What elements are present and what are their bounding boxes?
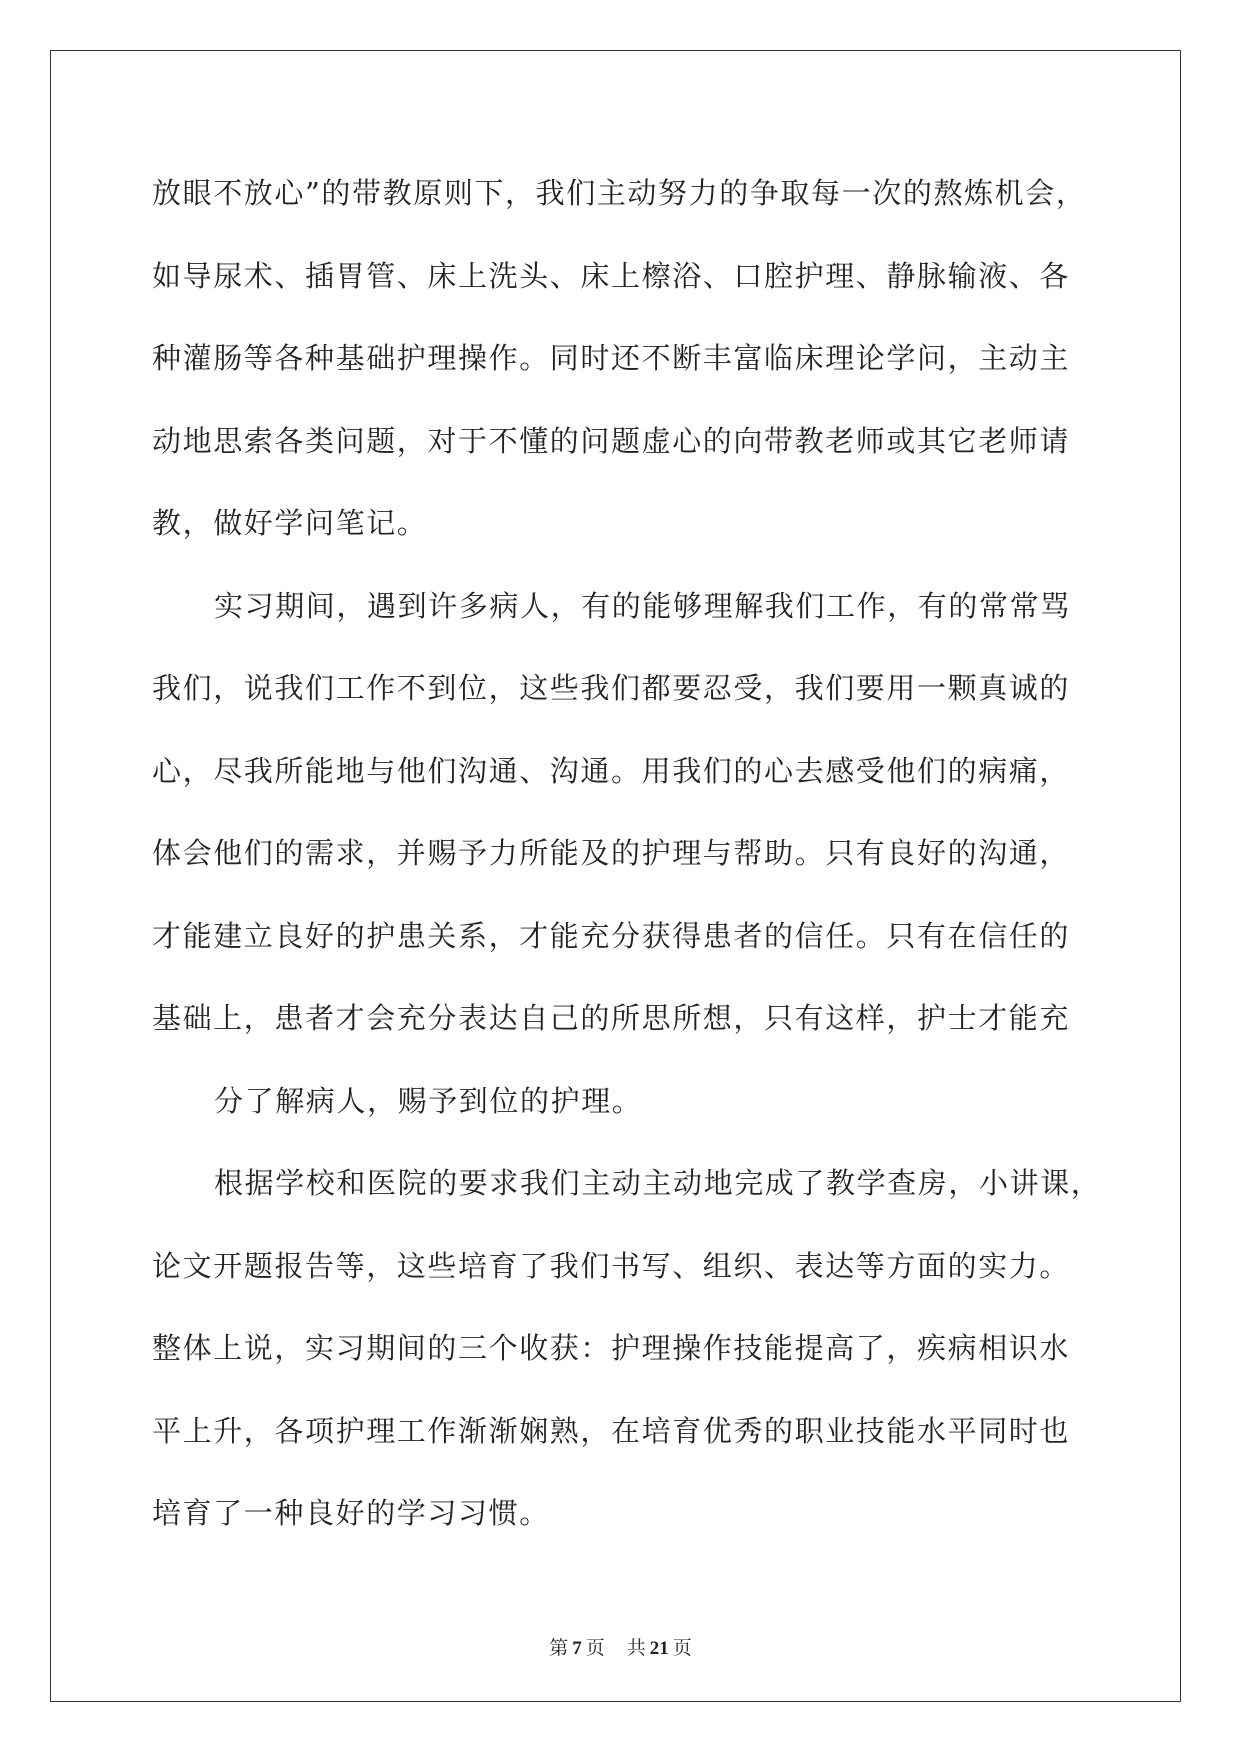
- text-line: 平上升，各项护理工作渐渐娴熟，在培育优秀的职业技能水平同时也: [152, 1413, 1071, 1448]
- text-line: 实习期间，遇到许多病人，有的能够理解我们工作，有的常常骂: [214, 588, 1071, 623]
- text-line: 分了解病人，赐予到位的护理。: [214, 1083, 643, 1118]
- page-footer: [0, 1633, 1241, 1660]
- text-line: 才能建立良好的护患关系，才能充分获得患者的信任。只有在信任的: [152, 918, 1071, 953]
- text-line: 根据学校和医院的要求我们主动主动地完成了教学查房，小讲课，: [214, 1166, 1102, 1200]
- text-line: 教，做好学问笔记。: [152, 506, 428, 540]
- text-line: 种灌肠等各种基础护理操作。同时还不断丰富临床理论学问，主动主: [152, 341, 1071, 375]
- page-suffix: 页: [585, 1638, 605, 1659]
- text-line: 放眼不放心”的带教原则下，我们主动努力的争取每一次的熬炼机会，: [152, 176, 1087, 210]
- text-line: 培育了一种良好的学习习惯。: [152, 1496, 550, 1530]
- total-prefix: 共: [626, 1638, 646, 1659]
- text-line: 心，尽我所能地与他们沟通、沟通。用我们的心去感受他们的病痛，: [152, 753, 1071, 788]
- page-number: 7: [572, 1638, 582, 1659]
- text-line: 如导尿术、插胃管、床上洗头、床上檫浴、口腔护理、静脉输液、各: [152, 258, 1071, 293]
- text-line: 我们，说我们工作不到位，这些我们都要忍受，我们要用一颗真诚的: [152, 671, 1071, 705]
- total-pages: 21: [649, 1638, 669, 1659]
- text-line: 整体上说，实习期间的三个收获：护理操作技能提高了，疾病相识水: [152, 1331, 1071, 1365]
- document-body: [152, 152, 1102, 1555]
- text-line: 体会他们的需求，并赐予力所能及的护理与帮助。只有良好的沟通，: [152, 836, 1071, 870]
- text-line: 动地思索各类问题，对于不懂的问题虚心的向带教老师或其它老师请: [152, 423, 1071, 458]
- text-line: 论文开题报告等，这些培育了我们书写、组织、表达等方面的实力。: [152, 1248, 1071, 1283]
- page-prefix: 第: [549, 1638, 569, 1659]
- total-suffix: 页: [672, 1638, 692, 1659]
- text-line: 基础上，患者才会充分表达自己的所思所想，只有这样，护士才能充: [152, 1001, 1071, 1035]
